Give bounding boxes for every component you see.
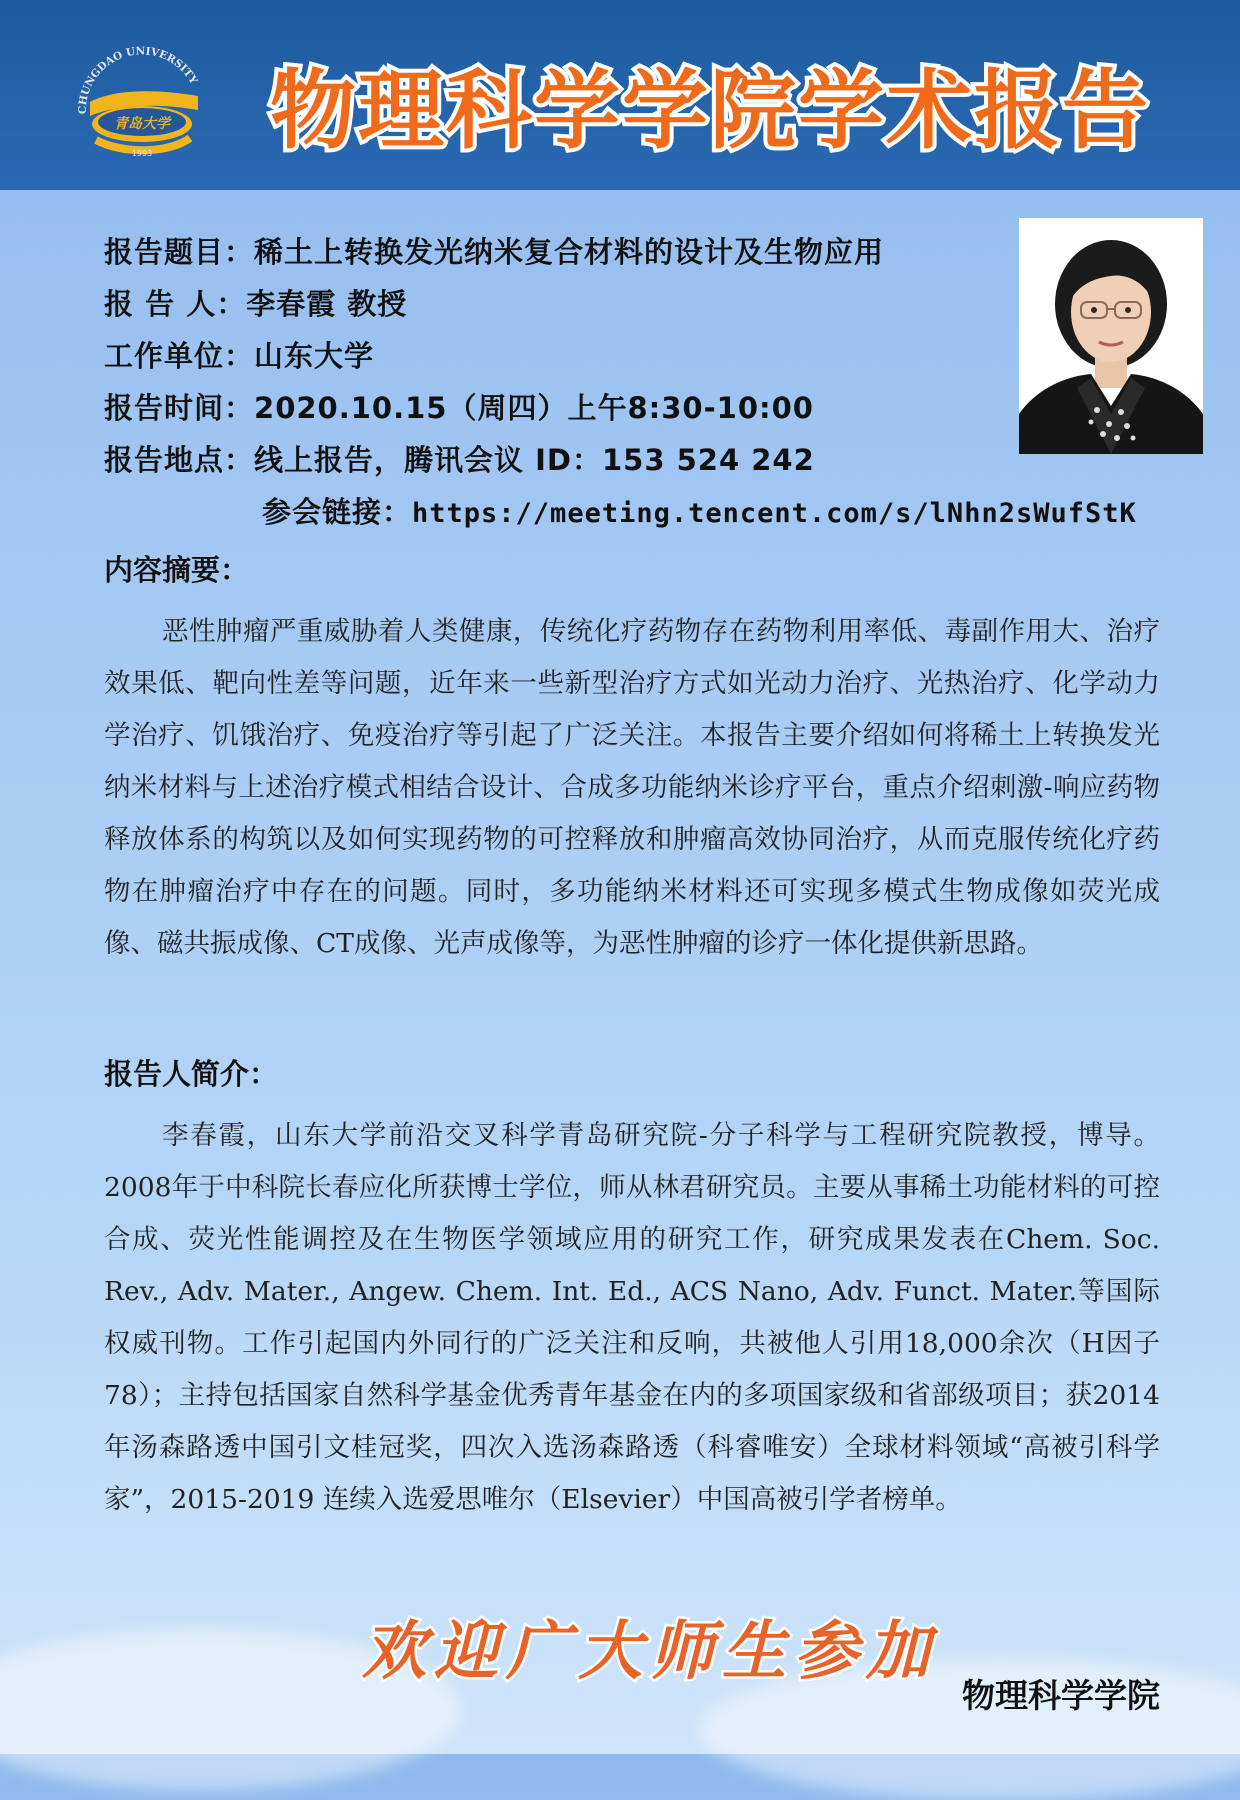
time-value: 2020.10.15（周四）上午8:30-10:00 xyxy=(254,391,814,425)
speaker-value: 李春霞 教授 xyxy=(246,287,408,321)
logo-arc-text: CHUNGDAO UNIVERSITY xyxy=(76,45,200,115)
location-line xyxy=(104,438,815,479)
meeting-link[interactable]: https://meeting.tencent.com/s/lNhn2sWufStK xyxy=(412,498,1137,529)
banner-title xyxy=(235,52,1185,162)
time-label: 报告时间： xyxy=(104,391,255,425)
bio-heading: 报告人简介： xyxy=(104,1057,279,1091)
affiliation-line xyxy=(104,334,374,375)
header-band xyxy=(0,0,1240,190)
page-title: 物理科学学院学术报告 xyxy=(270,61,1150,161)
abstract-text: 恶性肿瘤严重威胁着人类健康，传统化疗药物存在药物利用率低、毒副作用大、治疗效果低、靶向性差等问题，近年来一些新型治疗方式如光动力治疗、光热治疗、化学动力学治疗、饥饿治疗、免疫治疗等引起了广泛关注。本报告主要介绍如何将稀土上转换发光纳米材料与上述治疗模式相结合设计、合成多功能纳米诊疗平台，重点介绍刺激-响应药物释放体系的构筑以及如何实现药物的可控释放和肿瘤高效协同治疗，从而克服传统化疗药物在肿瘤治疗中存在的问题。同时，多功能纳米材料还可实现多模式生物成像如荧光成像、磁共振成像、CT成像、光声成像等，为恶性肿瘤的诊疗一体化提供新思路。 xyxy=(104,616,1160,959)
topic-value: 稀土上转换发光纳米复合材料的设计及生物应用 xyxy=(254,235,885,269)
affiliation-label: 工作单位： xyxy=(104,339,255,373)
welcome-text: 欢迎广大师生参加 xyxy=(362,1614,938,1689)
speaker-line xyxy=(104,282,407,323)
location-label: 报告地点： xyxy=(104,443,255,477)
bio-text: 李春霞，山东大学前沿交叉科学青岛研究院-分子科学与工程研究院教授，博导。2008年于中科院长春应化所获博士学位，师从林君研究员。主要从事稀土功能材料的可控合成、荧光性能调控及在生物医学领域应用的研究工作，研究成果发表在Chem. Soc. Rev., Adv. Mater., Angew. Chem. Int. Ed., ACS Nano, Adv. Funct. Mater.等国际权威刊物。工作引起国内外同行的广泛关注和反响，共被他人引用18,000余次（H因子78）；主持包括国家自然科学基金优秀青年基金在内的多项国家级和省部级项目；获2014年汤森路透中国引文桂冠奖，四次入选汤森路透（科睿唯安）全球材料领域“高被引科学家”，2015-2019 连续入选爱思唯尔（Elsevier）中国高被引学者榜单。 xyxy=(104,1120,1160,1515)
topic-label: 报告题目： xyxy=(104,235,255,269)
organizer-signature: 物理科学学院 xyxy=(962,1676,1160,1715)
university-logo xyxy=(72,44,210,162)
abstract-heading: 内容摘要： xyxy=(104,553,250,587)
topic-line xyxy=(104,230,884,271)
welcome-banner xyxy=(360,1605,940,1695)
speaker-label: 报 告 人： xyxy=(104,287,247,321)
logo-chinese: 青岛大学 xyxy=(114,116,170,132)
logo-year: 1993 xyxy=(131,149,153,158)
affiliation-value: 山东大学 xyxy=(254,339,375,373)
location-value: 线上报告，腾讯会议 ID：153 524 242 xyxy=(254,443,815,477)
time-line xyxy=(104,386,814,427)
speaker-photo xyxy=(1019,218,1203,454)
link-label: 参会链接： xyxy=(262,495,413,529)
link-line xyxy=(262,490,1137,531)
